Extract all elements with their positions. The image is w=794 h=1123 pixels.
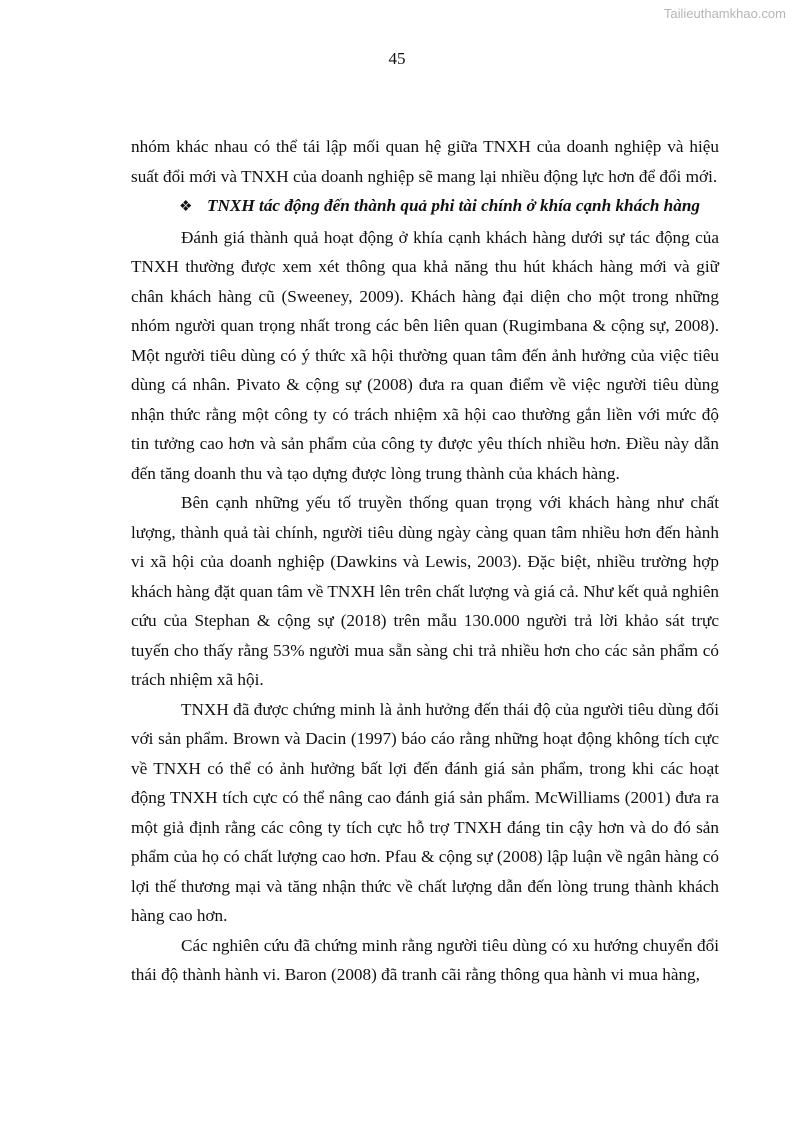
watermark: Tailieuthamkhao.com bbox=[663, 6, 786, 21]
section-heading bbox=[131, 191, 719, 223]
paragraph-continuation: nhóm khác nhau có thể tái lập mối quan hệ giữa TNXH của doanh nghiệp và hiệu suất đổi mới và TNXH của doanh nghiệp sẽ mang lại nhiều động lực hơn để đổi mới. bbox=[131, 137, 719, 186]
paragraph: Các nghiên cứu đã chứng minh rằng người tiêu dùng có xu hướng chuyển đổi thái độ thành hành vi. Baron (2008) đã tranh cãi rằng thông qua hành vi mua hàng, bbox=[131, 935, 719, 984]
document-body bbox=[131, 132, 719, 990]
diamond-bullet-icon: ❖ bbox=[179, 199, 193, 215]
paragraph: Bên cạnh những yếu tố truyền thống quan trọng với khách hàng như chất lượng, thành quả tài chính, người tiêu dùng ngày càng quan tâm nhiều hơn đến hành vi xã hội của doanh nghiệp (Dawkins và Lewis, 2003). Đặc biệt, nhiều trường hợp khách hàng đặt quan tâm về TNXH lên trên chất lượng và giá cả. Như kết quả nghiên cứu của Stephan & cộng sự (2018) trên mẫu 130.000 người trả lời khảo sát trực tuyến cho thấy rằng 53% người mua sẵn sàng chi trả nhiều hơn cho các sản phẩm có trách nhiệm xã hội. bbox=[131, 493, 719, 689]
paragraph: TNXH đã được chứng minh là ảnh hưởng đến thái độ của người tiêu dùng đối với sản phẩm. Brown và Dacin (1997) báo cáo rằng những hoạt động không tích cực về TNXH có thể có ảnh hưởng bất lợi đến đánh giá sản phẩm, trong khi các hoạt động TNXH tích cực có thể nâng cao đánh giá sản phẩm. McWilliams (2001) đưa ra một giả định rằng các công ty tích cực hỗ trợ TNXH đáng tin cậy hơn và do đó sản phẩm của họ có chất lượng cao hơn. Pfau & cộng sự (2008) lập luận về ngân hàng có lợi thế thương mại và tăng nhận thức về chất lượng dẫn đến lòng trung thành khách hàng cao hơn. bbox=[131, 699, 719, 925]
paragraph: Đánh giá thành quả hoạt động ở khía cạnh khách hàng dưới sự tác động của TNXH thường được xem xét thông qua khả năng thu hút khách hàng mới và giữ chân khách hàng cũ (Sweeney, 2009). Khách hàng đại diện cho một trong những nhóm người quan trọng nhất trong các bên liên quan (Rugimbana & cộng sự, 2008). Một người tiêu dùng có ý thức xã hội thường quan tâm đến ảnh hưởng của việc tiêu dùng cá nhân. Pivato & cộng sự (2008) đưa ra quan điểm về việc người tiêu dùng nhận thức rằng một công ty có trách nhiệm xã hội cao thường gắn liền với mức độ tin tưởng cao hơn và sản phẩm của công ty được yêu thích nhiều hơn. Điều này dẫn đến tăng doanh thu và tạo dựng được lòng trung thành của khách hàng. bbox=[131, 227, 719, 483]
page-number: 45 bbox=[388, 49, 406, 68]
section-heading-text: TNXH tác động đến thành quả phi tài chính ở khía cạnh khách hàng bbox=[207, 196, 700, 215]
